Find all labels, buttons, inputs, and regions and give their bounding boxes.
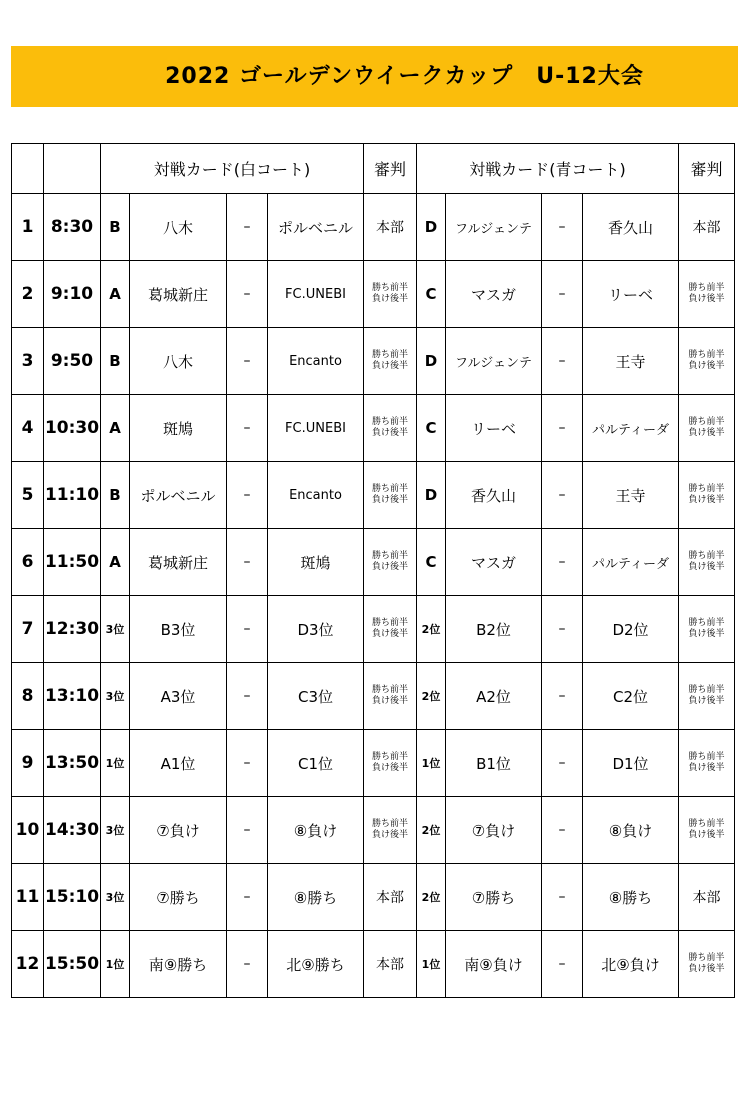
blue-home-team: ⑦負け xyxy=(446,797,542,864)
match-number: 9 xyxy=(12,730,44,797)
white-group: A xyxy=(101,529,130,596)
blue-referee: 勝ち前半 負け後半 xyxy=(679,328,735,395)
blue-separator: – xyxy=(542,596,583,663)
blue-group: 1位 xyxy=(417,931,446,998)
blue-group: D xyxy=(417,328,446,395)
white-home-team: ポルベニル xyxy=(130,462,227,529)
blue-home-team: B1位 xyxy=(446,730,542,797)
blue-group: D xyxy=(417,462,446,529)
blue-home-team: ⑦勝ち xyxy=(446,864,542,931)
white-group: B xyxy=(101,462,130,529)
white-away-team: 北⑨勝ち xyxy=(268,931,364,998)
white-away-team: Encanto xyxy=(268,328,364,395)
white-referee: 本部 xyxy=(364,931,417,998)
table-row xyxy=(12,395,735,462)
header-referee-blue: 審判 xyxy=(679,144,735,194)
white-group: B xyxy=(101,328,130,395)
match-number: 11 xyxy=(12,864,44,931)
match-time: 9:10 xyxy=(44,261,101,328)
blue-away-team: D1位 xyxy=(583,730,679,797)
blue-separator: – xyxy=(542,931,583,998)
match-time: 10:30 xyxy=(44,395,101,462)
white-referee: 勝ち前半 負け後半 xyxy=(364,395,417,462)
blue-separator: – xyxy=(542,395,583,462)
white-home-team: 斑鳩 xyxy=(130,395,227,462)
white-group: 3位 xyxy=(101,797,130,864)
white-separator: – xyxy=(227,663,268,730)
header-row xyxy=(12,144,735,194)
table-row xyxy=(12,194,735,261)
blue-away-team: パルティーダ xyxy=(583,395,679,462)
white-home-team: 八木 xyxy=(130,328,227,395)
white-away-team: FC.UNEBI xyxy=(268,261,364,328)
table-row xyxy=(12,596,735,663)
blue-referee: 勝ち前半 負け後半 xyxy=(679,261,735,328)
match-time: 15:10 xyxy=(44,864,101,931)
match-number: 5 xyxy=(12,462,44,529)
match-time: 11:50 xyxy=(44,529,101,596)
white-referee: 勝ち前半 負け後半 xyxy=(364,596,417,663)
white-home-team: 南⑨勝ち xyxy=(130,931,227,998)
blue-referee: 本部 xyxy=(679,864,735,931)
blue-group: 2位 xyxy=(417,797,446,864)
white-separator: – xyxy=(227,328,268,395)
match-number: 12 xyxy=(12,931,44,998)
white-separator: – xyxy=(227,596,268,663)
white-home-team: 八木 xyxy=(130,194,227,261)
blue-group: 2位 xyxy=(417,596,446,663)
white-separator: – xyxy=(227,730,268,797)
match-time: 15:50 xyxy=(44,931,101,998)
white-home-team: ⑦負け xyxy=(130,797,227,864)
blue-separator: – xyxy=(542,864,583,931)
match-number: 8 xyxy=(12,663,44,730)
table-row xyxy=(12,797,735,864)
white-separator: – xyxy=(227,395,268,462)
white-away-team: Encanto xyxy=(268,462,364,529)
blue-away-team: パルティーダ xyxy=(583,529,679,596)
blue-group: C xyxy=(417,395,446,462)
white-group: 3位 xyxy=(101,864,130,931)
match-time: 11:10 xyxy=(44,462,101,529)
blue-separator: – xyxy=(542,730,583,797)
match-number: 1 xyxy=(12,194,44,261)
white-home-team: 葛城新庄 xyxy=(130,261,227,328)
header-blank-no xyxy=(12,144,44,194)
white-group: A xyxy=(101,395,130,462)
table-row xyxy=(12,328,735,395)
white-group: 1位 xyxy=(101,730,130,797)
white-group: 3位 xyxy=(101,663,130,730)
white-group: 3位 xyxy=(101,596,130,663)
white-group: 1位 xyxy=(101,931,130,998)
schedule-table xyxy=(11,143,735,998)
white-away-team: ⑧勝ち xyxy=(268,864,364,931)
white-separator: – xyxy=(227,864,268,931)
blue-home-team: リーベ xyxy=(446,395,542,462)
white-referee: 勝ち前半 負け後半 xyxy=(364,663,417,730)
white-separator: – xyxy=(227,529,268,596)
white-home-team: A1位 xyxy=(130,730,227,797)
match-time: 13:50 xyxy=(44,730,101,797)
blue-separator: – xyxy=(542,529,583,596)
header-blank-time xyxy=(44,144,101,194)
blue-group: 1位 xyxy=(417,730,446,797)
blue-away-team: ⑧勝ち xyxy=(583,864,679,931)
white-home-team: B3位 xyxy=(130,596,227,663)
blue-separator: – xyxy=(542,797,583,864)
blue-away-team: D2位 xyxy=(583,596,679,663)
match-number: 7 xyxy=(12,596,44,663)
blue-away-team: リーベ xyxy=(583,261,679,328)
table-row xyxy=(12,864,735,931)
match-number: 4 xyxy=(12,395,44,462)
blue-home-team: 南⑨負け xyxy=(446,931,542,998)
white-referee: 本部 xyxy=(364,864,417,931)
blue-separator: – xyxy=(542,261,583,328)
white-referee: 勝ち前半 負け後半 xyxy=(364,730,417,797)
blue-referee: 勝ち前半 負け後半 xyxy=(679,931,735,998)
blue-referee: 本部 xyxy=(679,194,735,261)
blue-group: C xyxy=(417,261,446,328)
match-time: 13:10 xyxy=(44,663,101,730)
match-number: 2 xyxy=(12,261,44,328)
header-referee-white: 審判 xyxy=(364,144,417,194)
match-time: 9:50 xyxy=(44,328,101,395)
white-separator: – xyxy=(227,462,268,529)
white-away-team: ポルベニル xyxy=(268,194,364,261)
blue-group: C xyxy=(417,529,446,596)
blue-home-team: 香久山 xyxy=(446,462,542,529)
white-home-team: A3位 xyxy=(130,663,227,730)
blue-group: 2位 xyxy=(417,864,446,931)
blue-away-team: 王寺 xyxy=(583,462,679,529)
match-number: 3 xyxy=(12,328,44,395)
blue-separator: – xyxy=(542,663,583,730)
white-home-team: ⑦勝ち xyxy=(130,864,227,931)
blue-group: D xyxy=(417,194,446,261)
blue-referee: 勝ち前半 負け後半 xyxy=(679,797,735,864)
blue-home-team: フルジェンテ xyxy=(446,194,542,261)
white-home-team: 葛城新庄 xyxy=(130,529,227,596)
blue-referee: 勝ち前半 負け後半 xyxy=(679,663,735,730)
blue-away-team: 王寺 xyxy=(583,328,679,395)
blue-away-team: ⑧負け xyxy=(583,797,679,864)
page-title: 2022 ゴールデンウイークカップ U-12大会 xyxy=(165,64,644,89)
white-referee: 勝ち前半 負け後半 xyxy=(364,261,417,328)
match-time: 8:30 xyxy=(44,194,101,261)
white-away-team: 斑鳩 xyxy=(268,529,364,596)
white-separator: – xyxy=(227,194,268,261)
blue-referee: 勝ち前半 負け後半 xyxy=(679,395,735,462)
table-row xyxy=(12,529,735,596)
blue-group: 2位 xyxy=(417,663,446,730)
white-separator: – xyxy=(227,797,268,864)
header-blue-court: 対戦カード(青コート) xyxy=(417,144,679,194)
blue-away-team: 香久山 xyxy=(583,194,679,261)
white-group: A xyxy=(101,261,130,328)
table-row xyxy=(12,261,735,328)
match-number: 10 xyxy=(12,797,44,864)
blue-away-team: C2位 xyxy=(583,663,679,730)
white-referee: 勝ち前半 負け後半 xyxy=(364,529,417,596)
blue-away-team: 北⑨負け xyxy=(583,931,679,998)
blue-home-team: マスガ xyxy=(446,261,542,328)
white-referee: 勝ち前半 負け後半 xyxy=(364,797,417,864)
blue-referee: 勝ち前半 負け後半 xyxy=(679,730,735,797)
white-group: B xyxy=(101,194,130,261)
white-referee: 勝ち前半 負け後半 xyxy=(364,328,417,395)
blue-separator: – xyxy=(542,462,583,529)
table-row xyxy=(12,663,735,730)
white-separator: – xyxy=(227,261,268,328)
blue-separator: – xyxy=(542,328,583,395)
blue-referee: 勝ち前半 負け後半 xyxy=(679,529,735,596)
match-number: 6 xyxy=(12,529,44,596)
match-time: 14:30 xyxy=(44,797,101,864)
white-referee: 勝ち前半 負け後半 xyxy=(364,462,417,529)
white-separator: – xyxy=(227,931,268,998)
title-banner xyxy=(11,46,738,107)
blue-referee: 勝ち前半 負け後半 xyxy=(679,596,735,663)
match-time: 12:30 xyxy=(44,596,101,663)
blue-separator: – xyxy=(542,194,583,261)
blue-home-team: A2位 xyxy=(446,663,542,730)
blue-home-team: フルジェンテ xyxy=(446,328,542,395)
white-away-team: C1位 xyxy=(268,730,364,797)
blue-home-team: B2位 xyxy=(446,596,542,663)
white-away-team: C3位 xyxy=(268,663,364,730)
white-away-team: D3位 xyxy=(268,596,364,663)
white-away-team: FC.UNEBI xyxy=(268,395,364,462)
blue-home-team: マスガ xyxy=(446,529,542,596)
table-row xyxy=(12,462,735,529)
table-row xyxy=(12,730,735,797)
blue-referee: 勝ち前半 負け後半 xyxy=(679,462,735,529)
white-away-team: ⑧負け xyxy=(268,797,364,864)
table-row xyxy=(12,931,735,998)
header-white-court: 対戦カード(白コート) xyxy=(101,144,364,194)
white-referee: 本部 xyxy=(364,194,417,261)
